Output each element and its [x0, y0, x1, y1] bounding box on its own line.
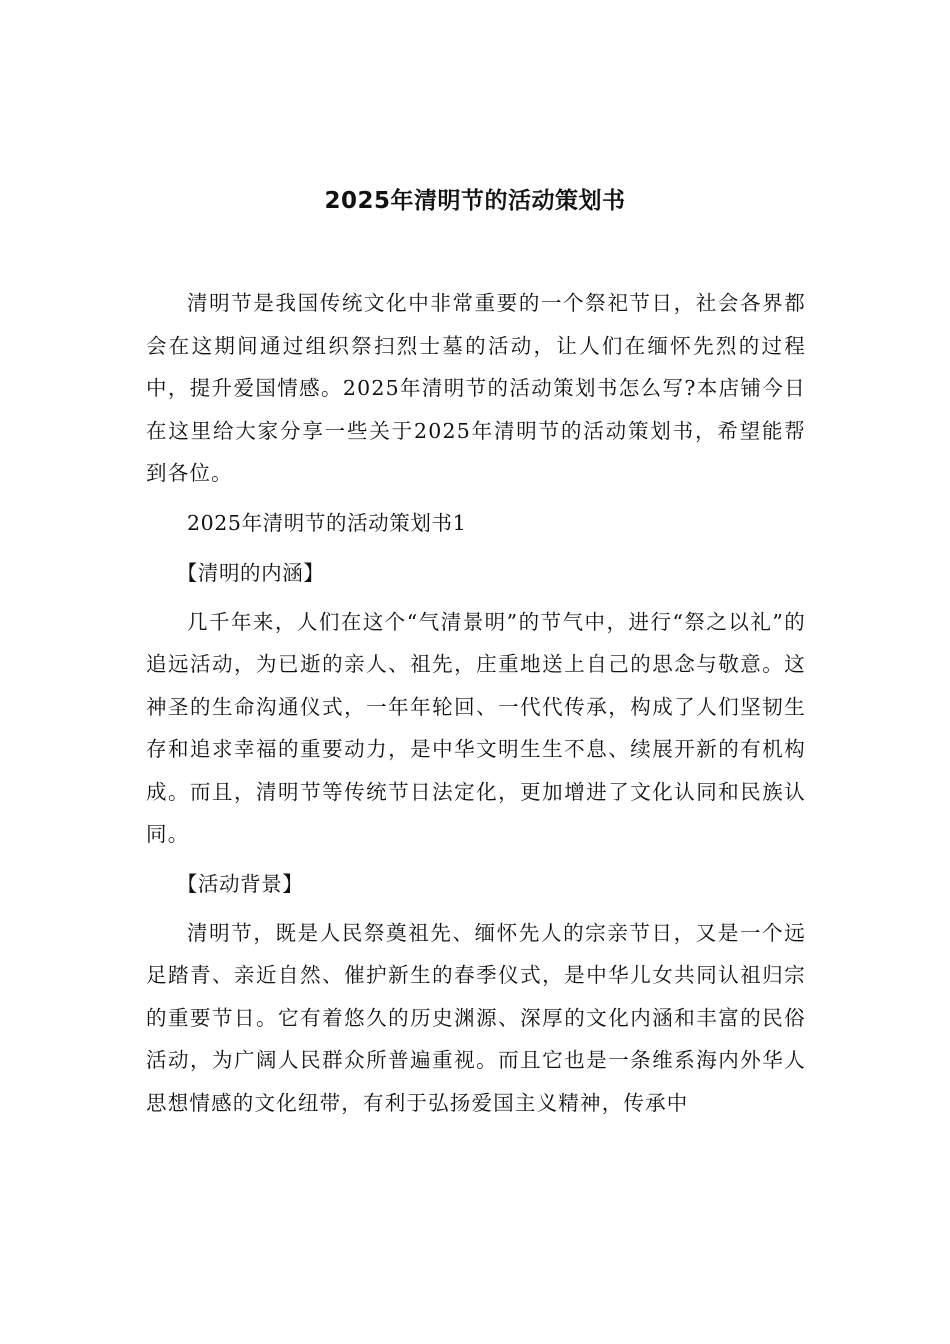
connotation-paragraph: 几千年来，人们在这个“气清景明”的节气中，进行“祭之以礼”的追远活动，为已逝的亲人、祖先，庄重地送上自己的思念与敬意。这神圣的生命沟通仪式，一年年轮回、一代代传承，构成了人们坚韧生存和追求幸福的重要动力，是中华文明生生不息、续展开新的有机构成。而且，清明节等传统节日法定化，更加增进了文化认同和民族认同。: [146, 609, 806, 846]
document-title: 2025年清明节的活动策划书: [324, 188, 626, 214]
document-body: [146, 282, 806, 1124]
background-paragraph: 清明节，既是人民祭奠祖先、缅怀先人的宗亲节日，又是一个远足踏青、亲近自然、催护新生的春季仪式，是中华儿女共同认祖归宗的重要节日。它有着悠久的历史渊源、深厚的文化内涵和丰富的民俗活动，为广阔人民群众所普遍重视。而且它也是一条维系海内外华人思想情感的文化纽带，有利于弘扬爱国主义精神，传承中: [146, 920, 806, 1115]
intro-paragraph: 清明节是我国传统文化中非常重要的一个祭祀节日，社会各界都会在这期间通过组织祭扫烈士墓的活动，让人们在缅怀先烈的过程中，提升爱国情感。2025年清明节的活动策划书怎么写?本店铺今日在这里给大家分享一些关于2025年清明节的活动策划书，希望能帮到各位。: [146, 291, 806, 485]
heading-connotation: 【清明的内涵】: [176, 560, 325, 585]
heading-background: 【活动背景】: [176, 871, 304, 896]
section-title: 2025年清明节的活动策划书1: [187, 510, 467, 535]
